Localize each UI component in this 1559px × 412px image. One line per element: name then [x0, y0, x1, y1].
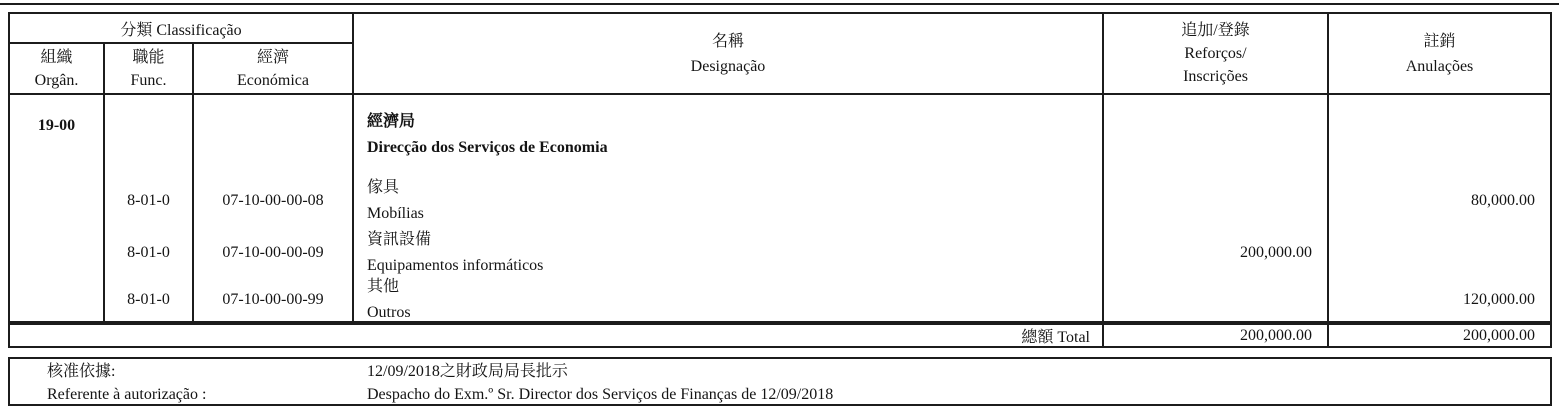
- authorization-value-zh: 12/09/2018之財政局局長批示: [367, 363, 568, 380]
- total-annulment: 200,000.00: [1329, 323, 1550, 346]
- header-organ: [10, 44, 105, 95]
- row-department-name: [354, 95, 1104, 175]
- header-designation: [354, 14, 1104, 95]
- row-it-annulment: [1329, 227, 1550, 279]
- header-classification: [10, 14, 354, 44]
- header-organ-pt: Orgân.: [34, 71, 79, 89]
- others-name-zh: 其他: [367, 278, 400, 295]
- row-others-annulment: 120,000.00: [1329, 279, 1550, 323]
- header-classification-label: 分類 Classificação: [120, 21, 242, 39]
- row-department-econ-code: [194, 95, 354, 175]
- row-it-organ-code: [10, 227, 105, 279]
- department-name-zh: 經濟局: [367, 113, 416, 130]
- row-it-func-code: 8-01-0: [105, 227, 194, 279]
- row-department-annulment: [1329, 95, 1550, 175]
- row-furniture-reinforcement: [1104, 175, 1329, 227]
- header-func-zh: 職能: [132, 48, 165, 66]
- row-department-organ-code: 19-00: [10, 95, 105, 175]
- budget-table: [8, 12, 1552, 348]
- authorization-label-zh: 核准依據:: [47, 363, 116, 380]
- authorization-value-pt: Despacho do Exm.º Sr. Director dos Serviços de Finanças de 12/09/2018: [367, 386, 834, 403]
- header-annulments-zh: 註銷: [1423, 32, 1456, 50]
- row-furniture-func-code: 8-01-0: [105, 175, 194, 227]
- others-name-pt: Outros: [367, 304, 411, 321]
- authorization-box: [8, 357, 1552, 406]
- header-designation-pt: Designação: [690, 57, 766, 75]
- row-department-func-code: [105, 95, 194, 175]
- header-designation-zh: 名稱: [711, 32, 744, 50]
- row-furniture-econ-code: 07-10-00-00-08: [194, 175, 354, 227]
- row-furniture-name: [354, 175, 1104, 227]
- row-furniture-annulment: 80,000.00: [1471, 192, 1535, 209]
- header-reinforcements-zh: 追加/登錄: [1181, 22, 1250, 39]
- total-row-label: 總額 Total: [10, 323, 1104, 346]
- header-econ-pt: Económica: [237, 71, 309, 89]
- row-others-reinforcement: [1104, 279, 1329, 323]
- furniture-name-zh: 傢具: [367, 179, 400, 196]
- total-reinforcement: 200,000.00: [1104, 323, 1329, 346]
- header-organ-zh: 組織: [40, 48, 73, 66]
- it-name-zh: 資訊設備: [367, 231, 432, 248]
- row-others-organ-code: [10, 279, 105, 323]
- row-it-econ-code: 07-10-00-00-09: [194, 227, 354, 279]
- page-top-rule: [0, 3, 1559, 5]
- row-others-econ-code: 07-10-00-00-99: [194, 279, 354, 323]
- row-others-name: [354, 279, 1104, 323]
- row-department-reinforcement: [1104, 95, 1329, 175]
- authorization-values: [367, 359, 1550, 404]
- row-it-reinforcement: 200,000.00: [1104, 227, 1329, 279]
- furniture-name-pt: Mobílias: [367, 205, 424, 222]
- authorization-label-pt: Referente à autorização :: [47, 386, 207, 403]
- row-furniture-organ-code: [10, 175, 105, 227]
- header-annulments-pt: Anulações: [1405, 57, 1474, 75]
- department-name-pt: Direcção dos Serviços de Economia: [367, 139, 608, 156]
- header-annulments: [1329, 14, 1550, 95]
- header-econ: [194, 44, 354, 95]
- header-reinforcements-pt1: Reforços/: [1184, 45, 1247, 62]
- row-others-func-code: 8-01-0: [105, 279, 194, 323]
- header-reinforcements: [1104, 14, 1329, 95]
- row-it-name: [354, 227, 1104, 279]
- header-func-pt: Func.: [130, 71, 167, 89]
- authorization-labels: [10, 359, 367, 404]
- header-econ-zh: 經濟: [256, 48, 289, 66]
- header-func: [105, 44, 194, 95]
- header-reinforcements-pt2: Inscrições: [1183, 68, 1248, 85]
- it-name-pt: Equipamentos informáticos: [367, 257, 544, 274]
